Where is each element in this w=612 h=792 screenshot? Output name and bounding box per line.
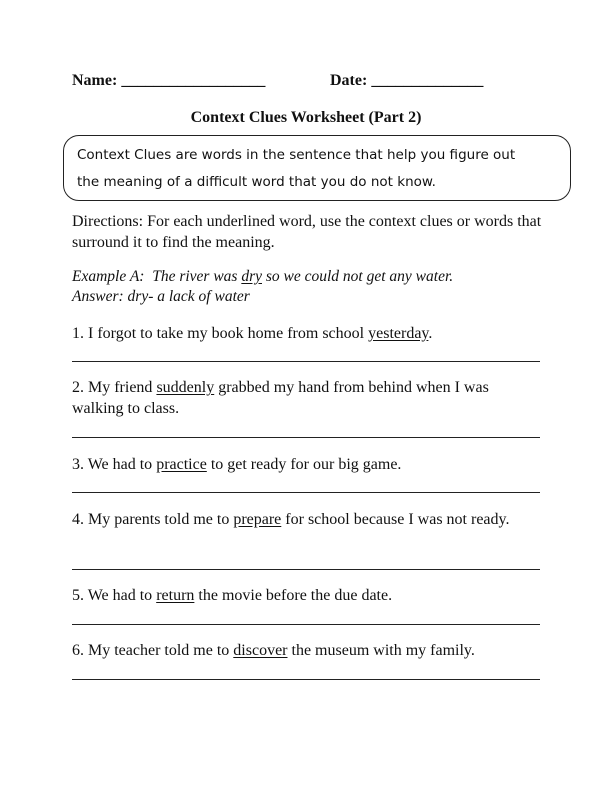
question-4-after: for school because I was not ready. [281,511,510,528]
answer-line-1[interactable] [72,361,540,362]
question-4-underlined-word: prepare [233,511,282,528]
example-sentence-after: so we could not get any water. [262,268,454,285]
question-6 [72,640,542,661]
answer-line-4[interactable] [72,569,540,570]
question-5-underlined-word: return [156,587,195,604]
question-2-underlined-word: suddenly [156,379,215,396]
example-label: Example A: [72,268,145,285]
question-4 [72,509,542,530]
example-block [72,267,552,307]
question-6-after: the museum with my family. [287,642,475,659]
date-blank[interactable]: ______________ [371,72,484,89]
question-5-before: 5. We had to [72,587,157,604]
answer-text: dry- a lack of water [127,288,250,305]
question-3-before: 3. We had to [72,456,157,473]
example-underlined-word: dry [241,268,262,285]
definition-line-1: Context Clues are words in the sentence that help you figure out [77,147,516,163]
name-label: Name: [72,72,118,89]
question-6-before: 6. My teacher told me to [72,642,234,659]
worksheet-title: Context Clues Worksheet (Part 2) [190,109,422,126]
example-line [72,267,552,287]
question-1-before: 1. I forgot to take my book home from school [72,325,369,342]
question-6-underlined-word: discover [233,642,288,659]
name-field-row [72,72,265,90]
question-3-after: to get ready for our big game. [206,456,402,473]
question-1-underlined-word: yesterday [368,325,429,342]
answer-line-6[interactable] [72,679,540,680]
question-1 [72,323,542,344]
name-blank[interactable]: __________________ [121,72,266,89]
directions-text: Directions: For each underlined word, use the context clues or words that surround it to find the meaning. [72,213,542,251]
question-1-after: . [428,325,433,342]
question-2-after: grabbed my hand from behind when I was walking to class. [72,379,489,417]
question-4-before: 4. My parents told me to [72,511,234,528]
definition-line-2: the meaning of a difficult word that you do not know. [77,174,436,190]
answer-line-2[interactable] [72,437,540,438]
answer-label: Answer: [72,288,124,305]
answer-line [72,287,552,307]
answer-line-3[interactable] [72,492,540,493]
date-label: Date: [330,72,368,89]
question-2-before: 2. My friend [72,379,157,396]
question-5-after: the movie before the due date. [194,587,393,604]
question-3-underlined-word: practice [156,456,207,473]
date-field-row [330,72,483,90]
definition-box [63,135,571,201]
question-5 [72,585,542,606]
question-3 [72,454,542,475]
example-sentence-before: The river was [152,268,242,285]
answer-line-5[interactable] [72,624,540,625]
question-2 [72,377,542,419]
